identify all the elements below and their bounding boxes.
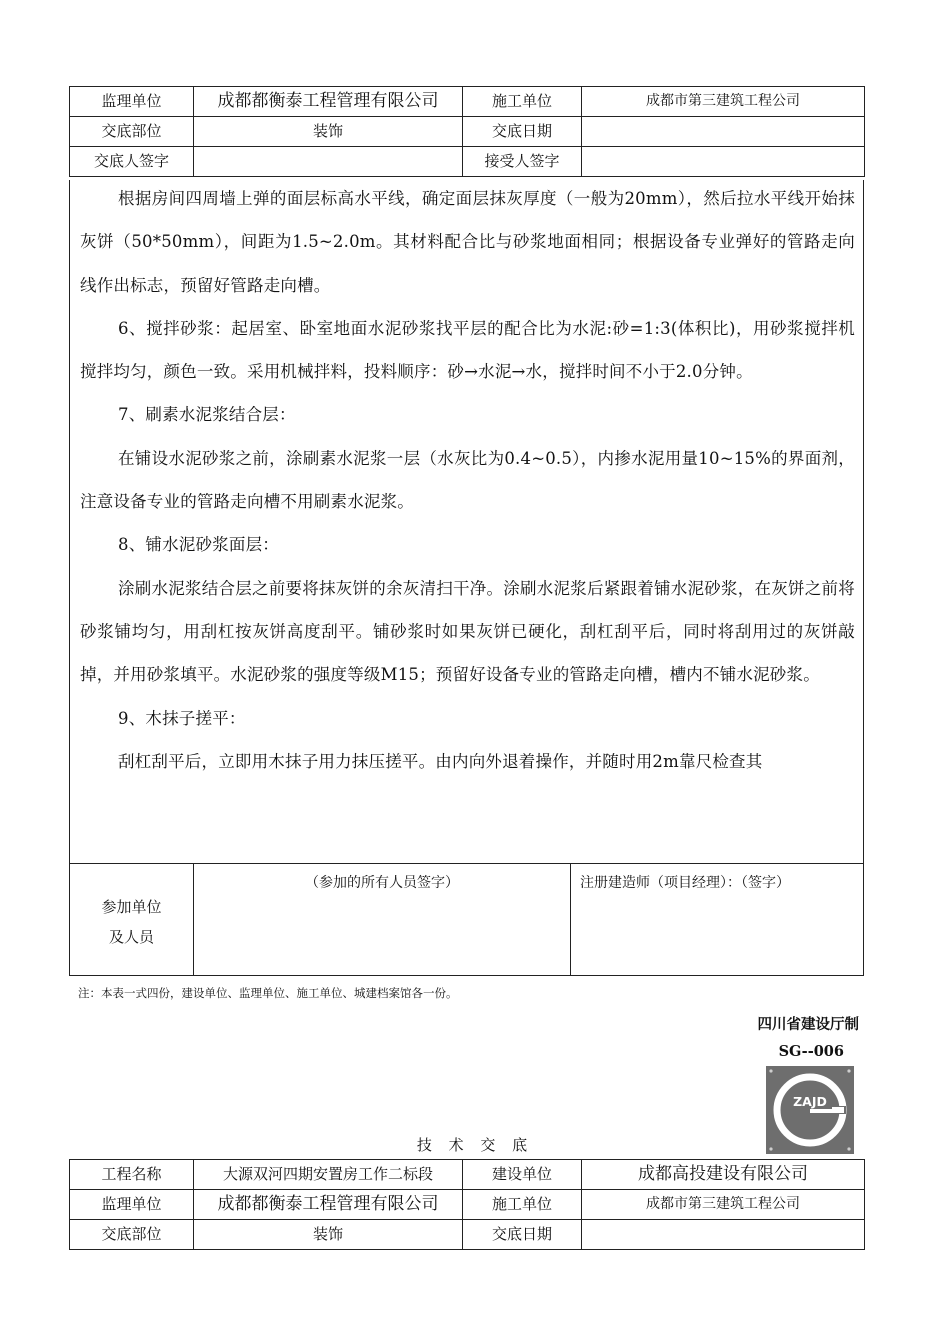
paragraph-mixing-mortar: 6、搅拌砂浆：起居室、卧室地面水泥砂浆找平层的配合比为水泥:砂=1:3(体积比)，用砂浆搅拌机搅拌均匀，颜色一致。采用机械拌料，投料顺序：砂→水泥→水，搅拌时间不小于2.0分钟。: [80, 318, 855, 382]
contractor-value: 成都市第三建筑工程公司: [582, 87, 865, 117]
supervisor-label: 监理单位: [70, 87, 194, 117]
paragraph-heading-wood-float: 9、木抹子搓平：: [118, 708, 246, 728]
paragraph-heading-mortar-surface: 8、铺水泥砂浆面层：: [118, 535, 279, 555]
briefing-date-value: [582, 1220, 865, 1250]
participants-label-cell: [70, 864, 194, 975]
paragraph-wood-float: 刮杠刮平后，立即用木抹子用力抹压搓平。由内向外退着操作，并随时用2m靠尺检查其: [118, 751, 763, 771]
briefing-date-label: 交底日期: [463, 117, 582, 147]
presenter-sign-value: [194, 147, 463, 177]
table-row: [70, 117, 865, 147]
supervisor-value: 成都都衡泰工程管理有限公司: [194, 87, 463, 117]
table-row: [70, 1190, 865, 1220]
table-row: [70, 147, 865, 177]
contractor-value: 成都市第三建筑工程公司: [582, 1190, 865, 1220]
supervisor-label: 监理单位: [70, 1190, 194, 1220]
participants-sign-cell[interactable]: [194, 864, 571, 975]
footnote: 注：本表一式四份，建设单位、监理单位、施工单位、城建档案馆各一份。: [78, 986, 458, 1000]
signature-section: [69, 863, 864, 976]
paragraph-bonding-layer: 在铺设水泥砂浆之前，涂刷素水泥浆一层（水灰比为0.4~0.5），内掺水泥用量10~15%的界面剂，注意设备专业的管路走向槽不用刷素水泥浆。: [80, 448, 855, 512]
receiver-sign-label: 接受人签字: [463, 147, 582, 177]
paragraph-mortar-surface: 涂刷水泥浆结合层之前要将抹灰饼的余灰清扫干净。涂刷水泥浆后紧跟着铺水泥砂浆，在灰饼之前将砂浆铺均匀，用刮杠按灰饼高度刮平。铺砂浆时如果灰饼已硬化，刮杠刮平后，同时将刮用过的灰饼敲掉，并用砂浆填平。水泥砂浆的强度等级M15；预留好设备专业的管路走向槽，槽内不铺水泥砂浆。: [80, 578, 855, 685]
paragraph-heading-bonding-layer: 7、刷素水泥浆结合层：: [118, 405, 296, 425]
supervisor-value: 成都都衡泰工程管理有限公司: [194, 1190, 463, 1220]
logo-text: ZAJD: [793, 1094, 827, 1109]
table-row: [70, 87, 865, 117]
all-participants-sign-hint: （参加的所有人员签字）: [305, 875, 459, 891]
contractor-label: 施工单位: [463, 87, 582, 117]
engineer-sign-hint: 注册建造师（项目经理）：（签字）: [580, 875, 790, 891]
bottom-info-table: [69, 1159, 865, 1250]
project-name-label: 工程名称: [70, 1160, 194, 1190]
owner-value: 成都高投建设有限公司: [582, 1160, 865, 1190]
participants-label-line2: 及人员: [108, 928, 154, 946]
issuer-label: 四川省建设厅制: [757, 1017, 859, 1033]
contractor-label: 施工单位: [463, 1190, 582, 1220]
content-box: [69, 180, 864, 863]
briefing-date-label: 交底日期: [463, 1220, 582, 1250]
form-number: SG--006: [778, 1043, 844, 1060]
briefing-part-value: 装饰: [194, 117, 463, 147]
owner-label: 建设单位: [463, 1160, 582, 1190]
project-name-value: 大源双河四期安置房工作二标段: [194, 1160, 463, 1190]
briefing-part-value: 装饰: [194, 1220, 463, 1250]
briefing-part-label: 交底部位: [70, 1220, 194, 1250]
receiver-sign-value: [582, 147, 865, 177]
document-title: 技 术 交 底: [416, 1136, 534, 1154]
briefing-part-label: 交底部位: [70, 117, 194, 147]
presenter-sign-label: 交底人签字: [70, 147, 194, 177]
participants-label-line1: 参加单位: [101, 898, 162, 916]
briefing-date-value: [582, 117, 865, 147]
top-info-table: [69, 86, 865, 177]
paragraph-plaster-cakes: 根据房间四周墙上弹的面层标高水平线，确定面层抹灰厚度（一般为20mm），然后拉水平线开始抹灰饼（50*50mm），间距为1.5~2.0m。其材料配合比与砂浆地面相同；根据设备专业弹好的管路走向线作出标志，预留好管路走向槽。: [80, 189, 855, 295]
table-row: [70, 1220, 865, 1250]
table-row: [70, 1160, 865, 1190]
